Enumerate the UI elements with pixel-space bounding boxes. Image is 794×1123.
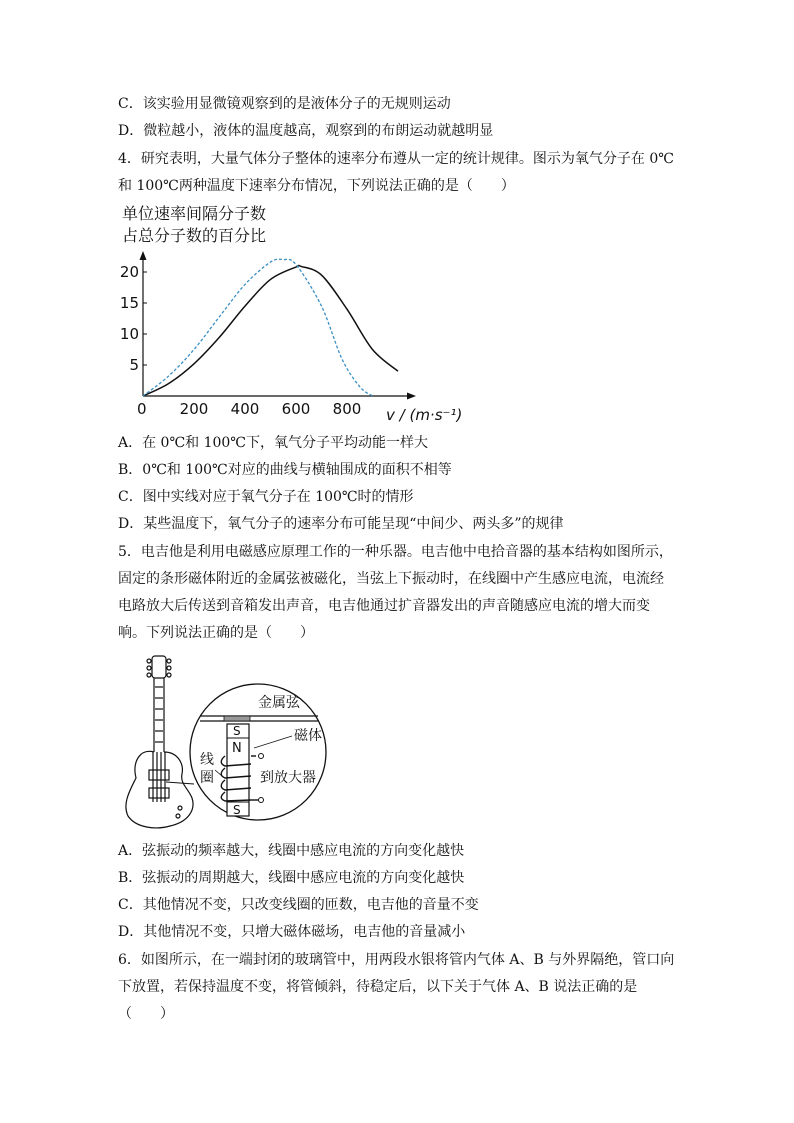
label-metal-string: 金属弦 (258, 695, 300, 711)
q4-option-a: A．在 0℃和 100℃下，氧气分子平均动能一样大 (118, 435, 428, 451)
q4-stem-line1: 4．研究表明，大量气体分子整体的速率分布遵从一定的统计规律。图示为氧气分子在 0℃ (118, 151, 674, 167)
q4-stem-line2: 和 100℃两种温度下速率分布情况，下列说法正确的是（ ） (118, 178, 515, 194)
label-magnet: 磁体 (294, 728, 322, 744)
y-tick-label: 20 (119, 263, 139, 281)
q5-option-b: B．弦振动的周期越大，线圈中感应电流的方向变化越快 (118, 870, 465, 886)
terminal-top (259, 754, 264, 759)
x-tick-label: 0 (137, 400, 147, 418)
y-tick-label: 5 (129, 356, 139, 374)
zoom-pointer-line (166, 782, 194, 784)
guitar-pickup-diagram (122, 652, 342, 832)
x-tick-label: 400 (230, 400, 260, 418)
chart-ylabel-line2: 占总分子数的百分比 (122, 226, 267, 245)
y-tick-label: 15 (119, 294, 139, 312)
chart-xlabel: v / (m·s⁻¹) (386, 406, 463, 424)
pole-s-bottom: S (233, 803, 241, 817)
label-to-amplifier: 到放大器 (260, 770, 316, 786)
q5-stem-line4: 响。下列说法正确的是（ ） (118, 625, 314, 641)
guitar-icon (126, 656, 193, 828)
chart-x-axis-arrow (407, 393, 416, 400)
q5-stem-line1: 5．电吉他是利用电磁感应原理工作的一种乐器。电吉他中电拾音器的基本结构如图所示， (118, 544, 673, 560)
dashed-curve (143, 259, 373, 396)
q4-option-b: B．0℃和 100℃对应的曲线与横轴围成的面积不相等 (118, 462, 452, 478)
label-coil-1: 线 (200, 752, 214, 768)
q5-option-d: D．其他情况不变，只增大磁体磁场，电吉他的音量减小 (118, 924, 466, 940)
speed-distribution-chart (118, 200, 478, 430)
q6-stem-line1: 6．如图所示，在一端封闭的玻璃管中，用两段水银将管内气体 A、B 与外界隔绝，管口向 (118, 952, 675, 968)
label-coil-2: 圈 (200, 770, 214, 786)
q3-option-d: D．微粒越小，液体的温度越高，观察到的布朗运动就越明显 (118, 123, 494, 139)
q5-option-a: A．弦振动的频率越大，线圈中感应电流的方向变化越快 (118, 843, 465, 859)
q6-stem-line3: （ ） (118, 1006, 174, 1022)
pole-n: N (232, 741, 242, 756)
pole-s-top: S (233, 724, 241, 738)
chart-ylabel-line1: 单位速率间隔分子数 (122, 204, 267, 223)
q3-option-c: C．该实验用显微镜观察到的是液体分子的无规则运动 (118, 96, 451, 112)
q5-option-c: C．其他情况不变，只改变线圈的匝数，电吉他的音量不变 (118, 897, 479, 913)
chart-y-axis-arrow (140, 251, 147, 260)
q5-stem-line2: 固定的条形磁体附近的金属弦被磁化，当弦上下振动时，在线圈中产生感应电流，电流经 (118, 571, 664, 587)
x-tick-label: 800 (332, 400, 362, 418)
q6-stem-line2: 下放置，若保持温度不变，将管倾斜，待稳定后，以下关于气体 A、B 说法正确的是 (118, 979, 638, 995)
q5-stem-line3: 电路放大后传送到音箱发出声音，电吉他通过扩音器发出的声音随感应电流的增大而变 (118, 598, 650, 614)
x-tick-label: 200 (179, 400, 209, 418)
q4-option-c: C．图中实线对应于氧气分子在 100℃时的情形 (118, 489, 414, 505)
x-tick-label: 600 (281, 400, 311, 418)
q4-option-d: D．某些温度下，氧气分子的速率分布可能呈现“中间少、两头多”的规律 (118, 516, 564, 532)
y-tick-label: 10 (119, 325, 139, 343)
terminal-bottom (259, 798, 264, 803)
magnet-leader-line (254, 736, 292, 748)
solid-curve (143, 265, 398, 396)
string-magnetized-segment (224, 716, 250, 721)
